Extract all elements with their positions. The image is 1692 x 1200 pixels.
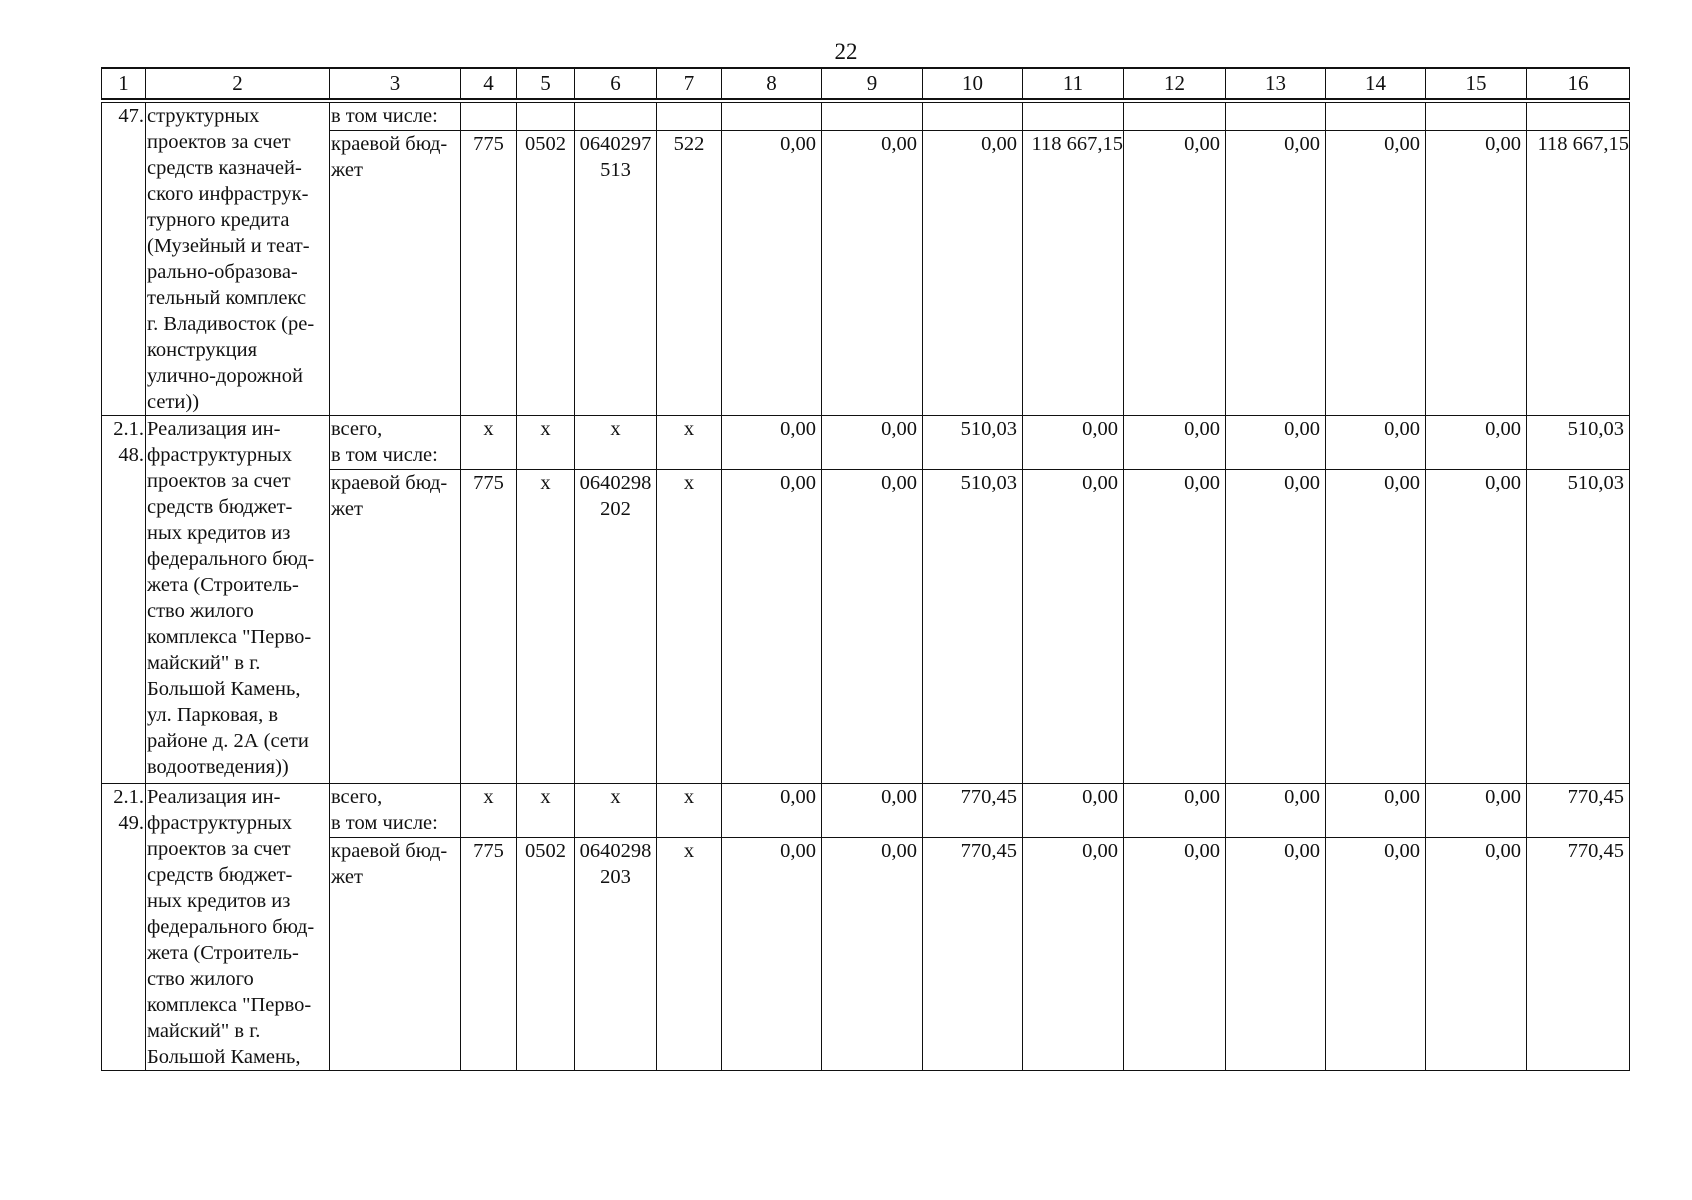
- col-header: 9: [822, 68, 923, 99]
- value-cell: 0,00: [1226, 131, 1326, 416]
- value-cell: 0,00: [1326, 131, 1426, 416]
- funding-source: всего, в том числе:: [330, 784, 461, 838]
- funding-source: всего, в том числе:: [330, 416, 461, 470]
- value-cell: 0,00: [1226, 838, 1326, 1071]
- col-header: 13: [1226, 68, 1326, 99]
- value-cell: 0,00: [1023, 416, 1124, 470]
- value-cell: 0,00: [1226, 470, 1326, 784]
- value-cell: 0,00: [1326, 470, 1426, 784]
- funding-source: в том числе:: [330, 103, 461, 131]
- value-cell: 0,00: [822, 131, 923, 416]
- row-description: структурных проектов за счет средств казначей- ского инфраструк- турного кредита (Музейный и теат- рально-образова- тельный комплекс г. Владивосток (ре- конструкция улично-дорожной сети)): [146, 103, 330, 416]
- col-header: 14: [1326, 68, 1426, 99]
- value-cell: 770,45: [1527, 838, 1630, 1071]
- value-cell: 0,00: [1426, 131, 1527, 416]
- value-cell: [1124, 103, 1226, 131]
- table-row: [102, 103, 1630, 131]
- value-cell: 0,00: [722, 416, 822, 470]
- col-header: 11: [1023, 68, 1124, 99]
- value-cell: 0,00: [1326, 416, 1426, 470]
- row-number: 47.: [102, 103, 146, 416]
- value-cell: [923, 103, 1023, 131]
- value-cell: 0,00: [1326, 838, 1426, 1071]
- value-cell: 770,45: [1527, 784, 1630, 838]
- value-cell: 522: [657, 131, 722, 416]
- value-cell: x: [517, 416, 575, 470]
- row-description: Реализация ин- фраструктурных проектов за счет средств бюджет- ных кредитов из федерального бюд- жета (Строитель- ство жилого комплекса "Перво- майский" в г. Большой Камень,: [146, 784, 330, 1071]
- col-header: 10: [923, 68, 1023, 99]
- value-cell: 0640297 513: [575, 131, 657, 416]
- page-number: 22: [834, 39, 858, 64]
- funding-source: краевой бюд- жет: [330, 131, 461, 416]
- value-cell: 118 667,15: [1527, 131, 1630, 416]
- value-cell: 0,00: [1326, 784, 1426, 838]
- table-row: [102, 470, 1630, 784]
- value-cell: x: [461, 784, 517, 838]
- value-cell: [1023, 103, 1124, 131]
- col-header: 3: [330, 68, 461, 99]
- value-cell: [517, 103, 575, 131]
- value-cell: x: [575, 784, 657, 838]
- value-cell: 0,00: [1023, 470, 1124, 784]
- value-cell: 0,00: [1124, 416, 1226, 470]
- value-cell: 775: [461, 470, 517, 784]
- value-cell: x: [657, 416, 722, 470]
- col-header: 12: [1124, 68, 1226, 99]
- value-cell: 0,00: [923, 131, 1023, 416]
- value-cell: 0,00: [1023, 838, 1124, 1071]
- value-cell: 0,00: [722, 838, 822, 1071]
- value-cell: 0502: [517, 131, 575, 416]
- value-cell: 0,00: [1426, 470, 1527, 784]
- col-header: 7: [657, 68, 722, 99]
- value-cell: 118 667,15: [1023, 131, 1124, 416]
- value-cell: 0,00: [1124, 470, 1226, 784]
- value-cell: x: [461, 416, 517, 470]
- value-cell: 0502: [517, 838, 575, 1071]
- value-cell: 510,03: [1527, 416, 1630, 470]
- value-cell: [1527, 103, 1630, 131]
- value-cell: 0,00: [1226, 784, 1326, 838]
- value-cell: x: [657, 838, 722, 1071]
- value-cell: 770,45: [923, 838, 1023, 1071]
- col-header: 15: [1426, 68, 1527, 99]
- value-cell: 0,00: [1124, 838, 1226, 1071]
- budget-table: [101, 102, 1630, 1071]
- col-header: 16: [1527, 68, 1630, 99]
- value-cell: [1326, 103, 1426, 131]
- col-header: 2: [146, 68, 330, 99]
- row-number: 2.1. 49.: [102, 784, 146, 1071]
- value-cell: 775: [461, 838, 517, 1071]
- value-cell: 0,00: [1124, 784, 1226, 838]
- col-header: 5: [517, 68, 575, 99]
- col-header: 8: [722, 68, 822, 99]
- value-cell: 0,00: [722, 470, 822, 784]
- value-cell: [1226, 103, 1326, 131]
- value-cell: x: [575, 416, 657, 470]
- value-cell: [461, 103, 517, 131]
- value-cell: 0640298 202: [575, 470, 657, 784]
- value-cell: 0,00: [722, 131, 822, 416]
- value-cell: 775: [461, 131, 517, 416]
- value-cell: 0,00: [822, 470, 923, 784]
- value-cell: 0,00: [822, 838, 923, 1071]
- value-cell: [657, 103, 722, 131]
- value-cell: 0,00: [1426, 416, 1527, 470]
- value-cell: 510,03: [1527, 470, 1630, 784]
- table-row: [102, 838, 1630, 1071]
- value-cell: 0,00: [1426, 784, 1527, 838]
- value-cell: 0,00: [1023, 784, 1124, 838]
- value-cell: x: [517, 784, 575, 838]
- column-number-header: [101, 67, 1630, 100]
- value-cell: [575, 103, 657, 131]
- value-cell: 510,03: [923, 470, 1023, 784]
- value-cell: [1426, 103, 1527, 131]
- funding-source: краевой бюд- жет: [330, 838, 461, 1071]
- value-cell: 510,03: [923, 416, 1023, 470]
- value-cell: x: [657, 784, 722, 838]
- value-cell: 770,45: [923, 784, 1023, 838]
- value-cell: 0,00: [722, 784, 822, 838]
- value-cell: 0,00: [822, 416, 923, 470]
- col-header: 6: [575, 68, 657, 99]
- table-row: [102, 131, 1630, 416]
- row-number: 2.1. 48.: [102, 416, 146, 784]
- value-cell: 0,00: [1426, 838, 1527, 1071]
- value-cell: 0,00: [1226, 416, 1326, 470]
- value-cell: x: [517, 470, 575, 784]
- col-header: 4: [461, 68, 517, 99]
- value-cell: x: [657, 470, 722, 784]
- table-row: [102, 784, 1630, 838]
- value-cell: 0,00: [822, 784, 923, 838]
- value-cell: [722, 103, 822, 131]
- col-header: 1: [102, 68, 146, 99]
- row-description: Реализация ин- фраструктурных проектов за счет средств бюджет- ных кредитов из федерального бюд- жета (Строитель- ство жилого комплекса "Перво- майский" в г. Большой Камень, ул. Парковая, в районе д. 2А (сети водоотведения)): [146, 416, 330, 784]
- value-cell: 0640298 203: [575, 838, 657, 1071]
- value-cell: [822, 103, 923, 131]
- funding-source: краевой бюд- жет: [330, 470, 461, 784]
- table-row: [102, 416, 1630, 470]
- value-cell: 0,00: [1124, 131, 1226, 416]
